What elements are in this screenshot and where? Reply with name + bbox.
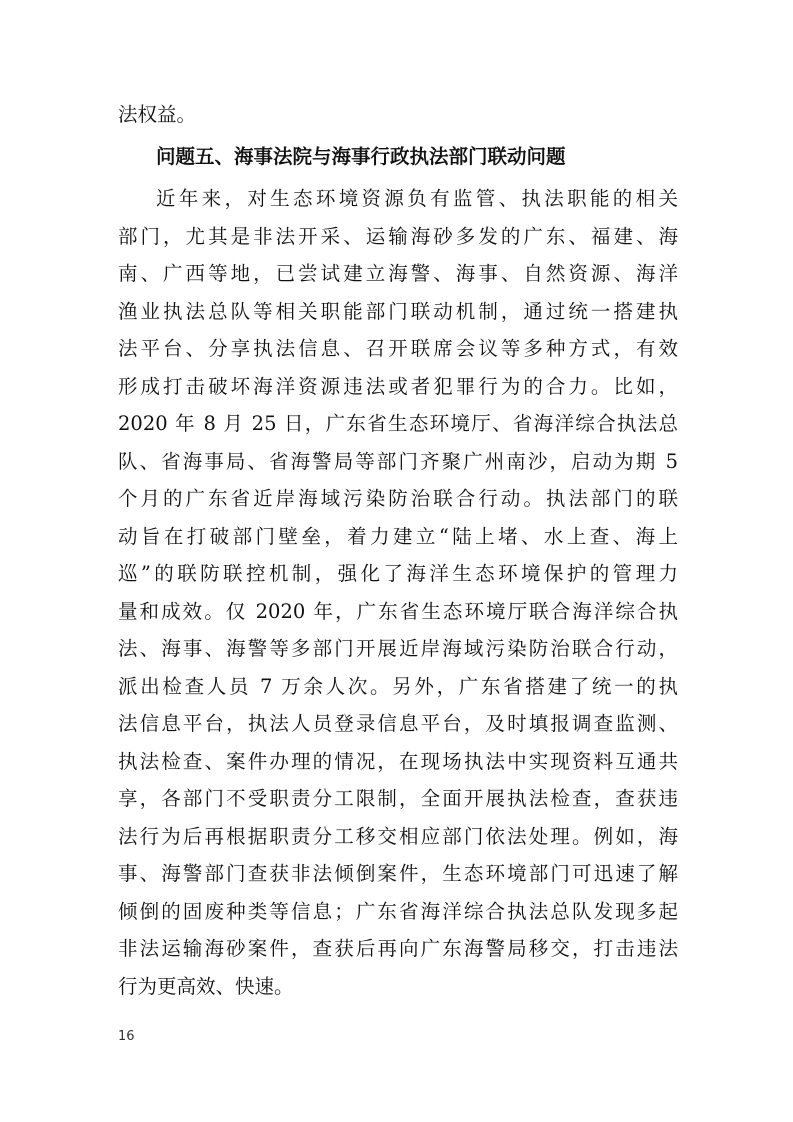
body-text-line: 事、海警部门查获非法倾倒案件，生态环境部门可迅速了解 <box>118 862 678 885</box>
body-text-line: 南、广西等地，已尝试建立海警、海事、自然资源、海洋 <box>118 262 678 285</box>
body-text-line: 法、海事、海警等多部门开展近岸海域污染防治联合行动， <box>118 637 678 660</box>
body-text-line: 队、省海事局、省海警局等部门齐聚广州南沙，启动为期 5 <box>118 450 678 473</box>
body-text-line: 部门，尤其是非法开采、运输海砂多发的广东、福建、海 <box>118 225 678 248</box>
body-text-line: 派出检查人员 7 万余人次。另外，广东省搭建了统一的执 <box>118 675 678 698</box>
body-text-line: 形成打击破坏海洋资源违法或者犯罪行为的合力。比如， <box>118 375 678 398</box>
body-text-line: 行为更高效、快速。 <box>118 975 294 998</box>
body-text-line: 近年来，对生态环境资源负有监管、执法职能的相关 <box>156 187 678 210</box>
body-text-line: 个月的广东省近岸海域污染防治联合行动。执法部门的联 <box>118 487 678 510</box>
body-text-line: 执法检查、案件办理的情况，在现场执法中实现资料互通共 <box>118 750 678 773</box>
section-heading: 问题五、海事法院与海事行政执法部门联动问题 <box>156 145 566 168</box>
body-text-line: 巡”的联防联控机制，强化了海洋生态环境保护的管理力 <box>118 562 678 585</box>
body-text-line: 享，各部门不受职责分工限制，全面开展执法检查，查获违 <box>118 787 678 810</box>
body-text-line: 非法运输海砂案件，查获后再向广东海警局移交，打击违法 <box>118 937 678 960</box>
body-text-line: 渔业执法总队等相关职能部门联动机制，通过统一搭建执 <box>118 300 678 323</box>
body-text-line: 法平台、分享执法信息、召开联席会议等多种方式，有效 <box>118 337 678 360</box>
body-text-line: 法权益。 <box>118 103 197 126</box>
body-text-line: 2020 年 8 月 25 日，广东省生态环境厅、省海洋综合执法总 <box>118 412 678 435</box>
body-text-line: 量和成效。仅 2020 年，广东省生态环境厅联合海洋综合执 <box>118 600 678 623</box>
body-text-line: 动旨在打破部门壁垒，着力建立“陆上堵、水上查、海上 <box>118 525 678 548</box>
body-text-line: 法行为后再根据职责分工移交相应部门依法处理。例如，海 <box>118 825 678 848</box>
body-text-line: 法信息平台，执法人员登录信息平台，及时填报调查监测、 <box>118 712 678 735</box>
page-number: 16 <box>118 1029 135 1044</box>
body-text-line: 倾倒的固废种类等信息；广东省海洋综合执法总队发现多起 <box>118 900 678 923</box>
